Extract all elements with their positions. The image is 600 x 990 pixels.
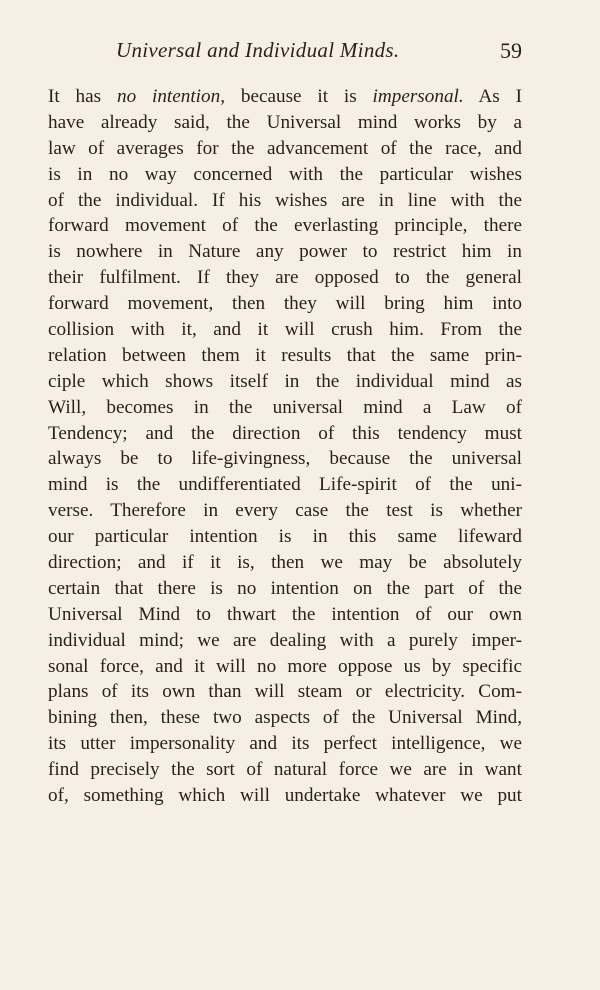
text-line: verse. Therefore in every case the test is whether xyxy=(48,500,522,522)
text-run: because it is xyxy=(225,86,373,107)
text-line: relation between them it results that the same prin- xyxy=(48,344,522,366)
text-line: forward movement, then they will bring him into xyxy=(48,293,522,315)
text-line: certain that there is no intention on the part of the xyxy=(48,577,522,599)
text-line: Universal Mind to thwart the intention of our own xyxy=(48,603,522,625)
text-line: is in no way concerned with the particular wishes xyxy=(48,163,522,185)
text-line: its utter impersonality and its perfect intelligence, we xyxy=(48,733,522,755)
text-line: bining then, these two aspects of the Universal Mind, xyxy=(48,707,522,729)
text-run: As I xyxy=(463,86,522,107)
text-line: plans of its own than will steam or electricity. Com- xyxy=(48,681,522,703)
running-title: Universal and Individual Minds. xyxy=(116,38,400,62)
text-line: Tendency; and the direction of this tendency must xyxy=(48,422,522,444)
text-line: of, something which will undertake whatever we put xyxy=(48,785,522,807)
running-head xyxy=(48,38,522,66)
text-run: It has xyxy=(48,86,117,107)
text-line xyxy=(48,84,522,110)
text-line: our particular intention is in this same lifeward xyxy=(48,526,522,548)
emphasis-impersonal: impersonal. xyxy=(372,86,464,107)
text-line: of the individual. If his wishes are in line with the xyxy=(48,189,522,211)
text-line: mind is the undifferentiated Life-spirit of the uni- xyxy=(48,474,522,496)
text-line: direction; and if it is, then we may be absolutely xyxy=(48,552,522,574)
text-line: ciple which shows itself in the individual mind as xyxy=(48,370,522,392)
emphasis-no-intention: no intention, xyxy=(116,86,226,107)
text-line: Will, becomes in the universal mind a Law of xyxy=(48,396,522,418)
text-line: individual mind; we are dealing with a purely imper- xyxy=(48,629,522,651)
text-line: collision with it, and it will crush him. From the xyxy=(48,319,522,341)
text-line: sonal force, and it will no more oppose us by specific xyxy=(48,655,522,677)
text-line: find precisely the sort of natural force we are in want xyxy=(48,759,522,781)
text-line: have already said, the Universal mind works by a xyxy=(48,111,522,133)
text-line: forward movement of the everlasting principle, there xyxy=(48,215,522,237)
text-line: their fulfilment. If they are opposed to the general xyxy=(48,267,522,289)
text-line: always be to life-givingness, because the universal xyxy=(48,448,522,470)
text-line: is nowhere in Nature any power to restrict him in xyxy=(48,241,522,263)
text-line: law of averages for the advancement of the race, and xyxy=(48,137,522,159)
page-number: 59 xyxy=(500,38,522,63)
body-text xyxy=(48,84,522,809)
